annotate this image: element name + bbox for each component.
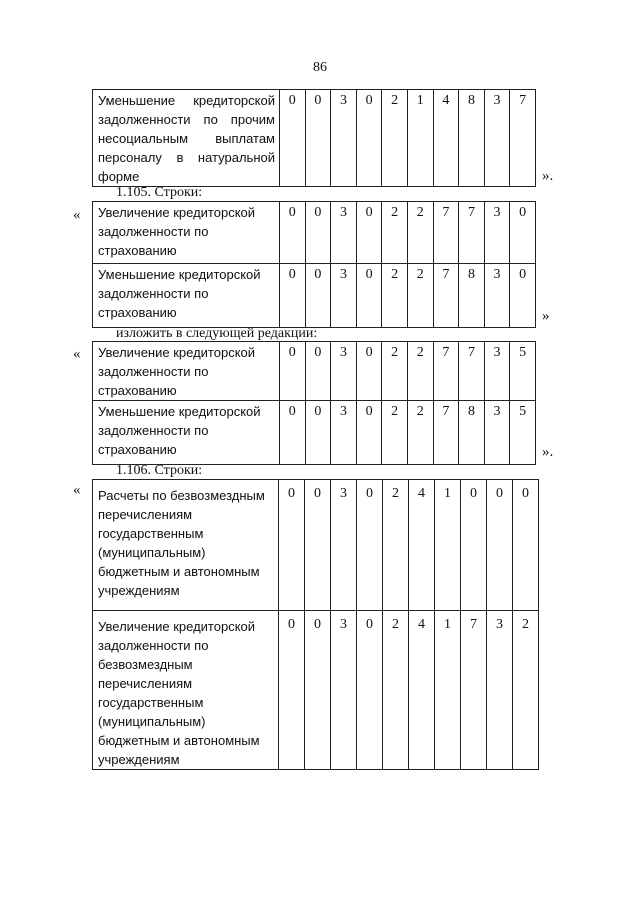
code-table-1	[92, 89, 536, 187]
code-digit: 0	[279, 611, 305, 770]
code-digit: 1	[435, 611, 461, 770]
table-row	[93, 342, 536, 401]
code-digit: 8	[459, 401, 485, 465]
code-table-2	[92, 201, 536, 328]
code-digit: 2	[382, 90, 408, 187]
row-label: Увеличение кредиторской задолженности по страхованию	[93, 342, 280, 401]
code-digit: 0	[356, 90, 382, 187]
code-digit: 0	[487, 480, 513, 611]
code-digit: 3	[487, 611, 513, 770]
code-digit: 3	[331, 342, 357, 401]
code-digit: 4	[433, 90, 459, 187]
code-digit: 0	[280, 342, 306, 401]
code-digit: 0	[356, 202, 382, 264]
code-table-4	[92, 479, 539, 770]
code-digit: 2	[407, 202, 433, 264]
code-digit: 3	[331, 264, 357, 328]
code-digit: 7	[433, 264, 459, 328]
code-digit: 3	[484, 401, 510, 465]
code-digit: 0	[305, 401, 331, 465]
row-label: Уменьшение кредиторской задолженности по прочим несоциальным выплатам персоналу в натуральной форме	[93, 90, 280, 187]
code-digit: 8	[459, 264, 485, 328]
row-label: Уменьшение кредиторской задолженности по страхованию	[93, 264, 280, 328]
code-digit: 2	[382, 264, 408, 328]
open-quote: «	[73, 207, 81, 223]
code-digit: 4	[409, 611, 435, 770]
code-digit: 0	[510, 202, 536, 264]
code-digit: 7	[433, 202, 459, 264]
code-digit: 1	[407, 90, 433, 187]
code-digit: 7	[459, 342, 485, 401]
table-row	[93, 90, 536, 187]
code-digit: 3	[484, 90, 510, 187]
code-digit: 0	[357, 480, 383, 611]
table-row	[93, 480, 539, 611]
code-digit: 3	[484, 342, 510, 401]
close-quote: ».	[542, 444, 554, 460]
code-digit: 3	[331, 401, 357, 465]
open-quote: «	[73, 346, 81, 362]
row-label: Увеличение кредиторской задолженности по страхованию	[93, 202, 280, 264]
code-digit: 8	[459, 90, 485, 187]
code-digit: 0	[280, 264, 306, 328]
code-digit: 0	[280, 202, 306, 264]
code-digit: 0	[280, 401, 306, 465]
table-row	[93, 401, 536, 465]
code-digit: 5	[510, 342, 536, 401]
code-digit: 7	[433, 401, 459, 465]
code-digit: 2	[407, 342, 433, 401]
code-digit: 0	[305, 202, 331, 264]
code-digit: 0	[280, 90, 306, 187]
code-digit: 0	[357, 611, 383, 770]
code-digit: 2	[407, 264, 433, 328]
code-digit: 7	[433, 342, 459, 401]
code-digit: 2	[383, 480, 409, 611]
close-quote: ».	[542, 168, 554, 184]
page-number: 86	[313, 60, 327, 75]
table-row	[93, 202, 536, 264]
code-digit: 3	[331, 202, 357, 264]
code-digit: 0	[356, 401, 382, 465]
section-heading: 1.106. Строки:	[116, 463, 203, 478]
code-digit: 3	[331, 611, 357, 770]
code-digit: 2	[513, 611, 539, 770]
section-heading: 1.105. Строки:	[116, 185, 203, 200]
code-digit: 3	[331, 90, 357, 187]
code-digit: 3	[484, 202, 510, 264]
code-digit: 2	[383, 611, 409, 770]
code-digit: 2	[382, 202, 408, 264]
code-digit: 0	[305, 611, 331, 770]
code-digit: 0	[305, 90, 331, 187]
code-digit: 0	[305, 480, 331, 611]
code-digit: 1	[435, 480, 461, 611]
code-digit: 0	[461, 480, 487, 611]
section-heading: изложить в следующей редакции:	[116, 326, 318, 341]
code-digit: 3	[331, 480, 357, 611]
table-row	[93, 264, 536, 328]
code-digit: 4	[409, 480, 435, 611]
code-digit: 2	[382, 401, 408, 465]
close-quote: »	[542, 308, 550, 324]
code-digit: 0	[513, 480, 539, 611]
code-digit: 0	[305, 342, 331, 401]
code-digit: 2	[382, 342, 408, 401]
code-digit: 5	[510, 401, 536, 465]
table-row	[93, 611, 539, 770]
code-digit: 7	[510, 90, 536, 187]
open-quote: «	[73, 482, 81, 498]
code-digit: 0	[279, 480, 305, 611]
code-table-3	[92, 341, 536, 465]
row-label: Расчеты по безвозмездным перечислениям государственным (муниципальным) бюджетным и автономным учреждениям	[93, 480, 279, 611]
code-digit: 0	[305, 264, 331, 328]
row-label: Увеличение кредиторской задолженности по безвозмездным перечислениям государственным (муниципальным) бюджетным и автономным учреждениям	[93, 611, 279, 770]
code-digit: 7	[461, 611, 487, 770]
code-digit: 7	[459, 202, 485, 264]
code-digit: 0	[510, 264, 536, 328]
code-digit: 0	[356, 264, 382, 328]
row-label: Уменьшение кредиторской задолженности по страхованию	[93, 401, 280, 465]
code-digit: 0	[356, 342, 382, 401]
code-digit: 3	[484, 264, 510, 328]
code-digit: 2	[407, 401, 433, 465]
